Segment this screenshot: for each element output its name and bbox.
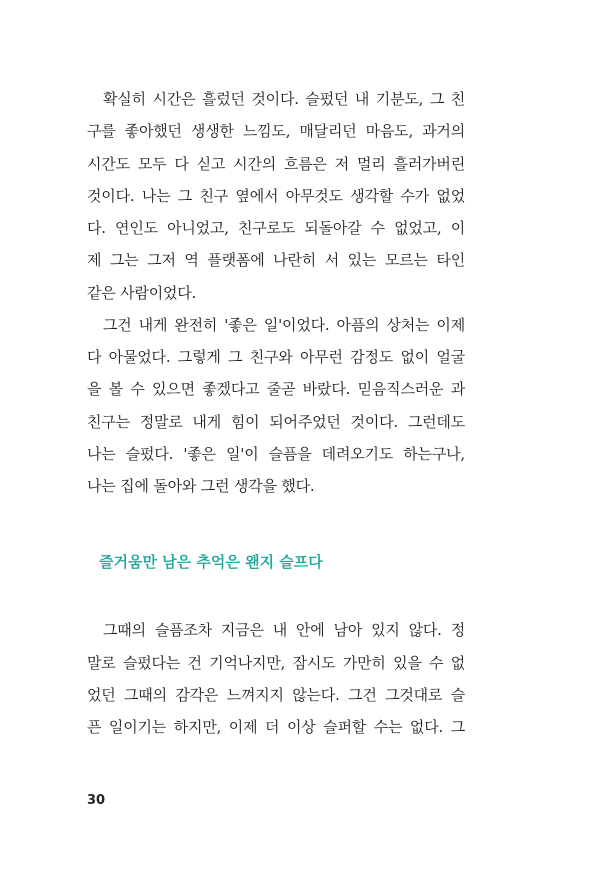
section-paragraph-line-1: 그때의 슬픔조차 지금은 내 안에 남아 있지 않다. 정 xyxy=(103,621,465,639)
paragraph-2-line-2: 다 아물었다. 그렇게 그 친구와 아무런 감정도 없이 얼굴 xyxy=(87,348,465,366)
paragraph-2-line-4: 친구는 정말로 내게 힘이 되어주었던 것이다. 그런데도 xyxy=(87,413,465,431)
section-paragraph-line-3: 었던 그때의 감각은 느껴지지 않는다. 그건 그것대로 슬 xyxy=(87,686,465,704)
paragraph-2-line-6: 나는 집에 돌아와 그런 생각을 했다. xyxy=(87,477,315,495)
paragraph-2-line-3: 을 볼 수 있으면 좋겠다고 줄곧 바랐다. 믿음직스러운 과 xyxy=(87,380,465,398)
paragraph-2-line-1: 그건 내게 완전히 '좋은 일'이었다. 아픔의 상처는 이제 xyxy=(103,316,465,334)
page-number: 30 xyxy=(87,793,106,808)
paragraph-1-line-1: 확실히 시간은 흘렀던 것이다. 슬펐던 내 기분도, 그 친 xyxy=(103,90,465,108)
section-paragraph-line-4: 픈 일이기는 하지만, 이제 더 이상 슬퍼할 수는 없다. 그 xyxy=(87,718,465,736)
paragraph-1-line-3: 시간도 모두 다 싣고 시간의 흐름은 저 멀리 흘러가버린 xyxy=(87,155,465,173)
section-heading: 즐거움만 남은 추억은 왠지 슬프다 xyxy=(99,553,323,571)
paragraph-1-line-5: 다. 연인도 아니었고, 친구로도 되돌아갈 수 없었고, 이 xyxy=(87,219,465,237)
paragraph-1-line-7: 같은 사람이었다. xyxy=(87,284,197,302)
paragraph-2-line-5: 나는 슬펐다. '좋은 일'이 슬픔을 데려오기도 하는구나, xyxy=(87,445,465,463)
paragraph-1-line-6: 제 그는 그저 역 플랫폼에 나란히 서 있는 모르는 타인 xyxy=(87,251,465,269)
section-paragraph-line-2: 말로 슬펐다는 건 기억나지만, 잠시도 가만히 있을 수 없 xyxy=(87,654,465,672)
paragraph-1-line-2: 구를 좋아했던 생생한 느낌도, 매달리던 마음도, 과거의 xyxy=(87,122,465,140)
paragraph-1-line-4: 것이다. 나는 그 친구 옆에서 아무것도 생각할 수가 없었 xyxy=(87,187,465,205)
